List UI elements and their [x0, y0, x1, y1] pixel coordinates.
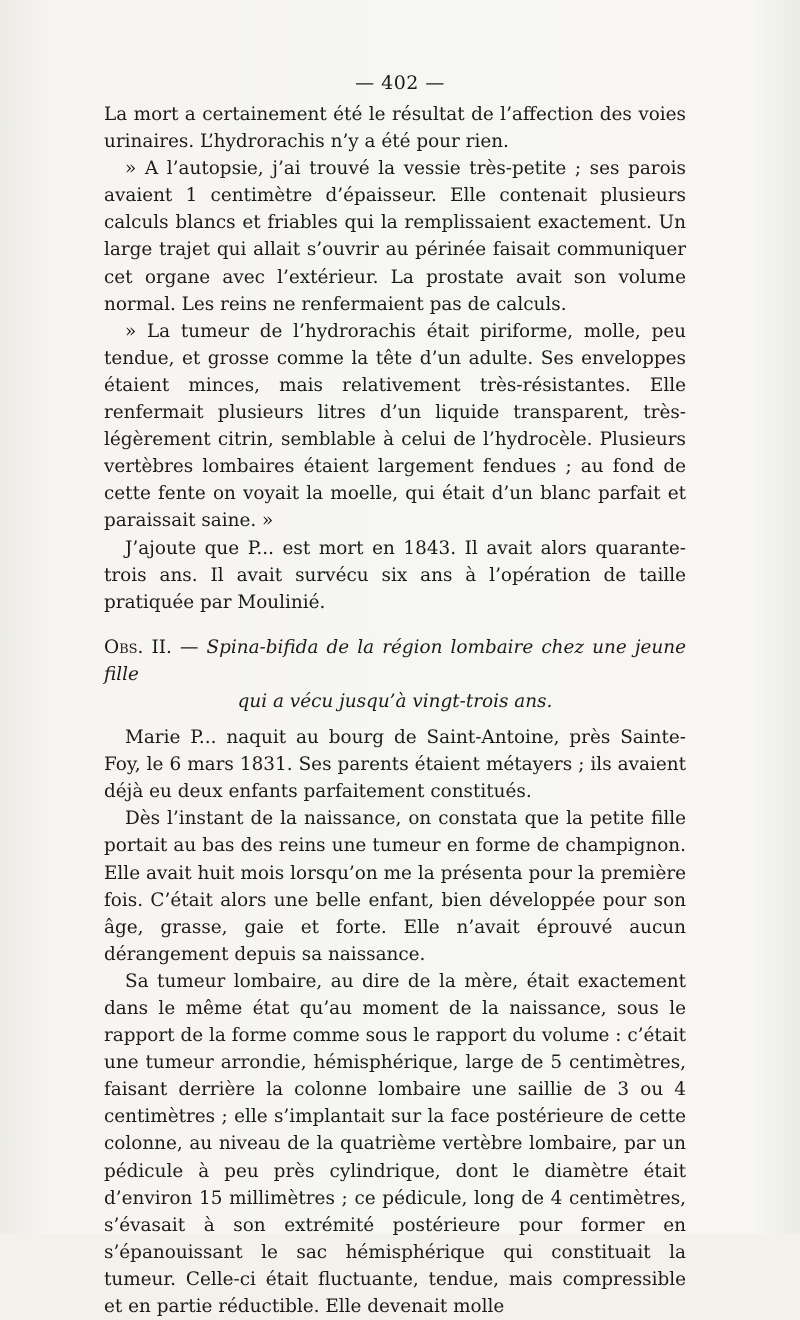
paragraph: » La tumeur de l’hydrorachis était piriforme, molle, peu tendue, et grosse comme la tête d’un adulte. Ses enveloppes étaient minces, mais relativement très-résistantes. Elle renfermait plusieurs litres d’un liquide transparent, très-légèrement citrin, semblable à celui de l’hydrocèle. Plusieurs vertèbres lombaires étaient largement fendues ; au fond de cette fente on voyait la moelle, qui était d’un blanc parfait et paraissait saine. »: [104, 320, 686, 532]
observation-title-line2: qui a vécu jusqu’à vingt-trois ans.: [237, 690, 553, 712]
observation-dash: —: [179, 636, 199, 658]
paragraph: » A l’autopsie, j’ai trouvé la vessie très-petite ; ses parois avaient 1 centimètre d’épaisseur. Elle contenait plusieurs calculs blancs et friables qui la remplissaient exactement. Un large trajet qui allait s’ouvrir au périnée faisait communiquer cet organe avec l’extérieur. La prostate avait son volume normal. Les reins ne renfermaient pas de calculs.: [104, 158, 686, 315]
paragraph: Marie P... naquit au bourg de Saint-Antoine, près Sainte-Foy, le 6 mars 1831. Ses parents étaient métayers ; ils avaient déjà eu deux enfants parfaitement constitués.: [104, 727, 686, 803]
paragraph: Dès l’instant de la naissance, on constata que la petite fille portait au bas des reins une tumeur en forme de champignon. Elle avait huit mois lorsqu’on me la présenta pour la première fois. C’était alors une belle enfant, bien développée pour son âge, grasse, gaie et forte. Elle n’avait éprouvé aucun dérangement depuis sa naissance.: [104, 808, 686, 965]
paragraph: La mort a certainement été le résultat de l’affection des voies urinaires. L’hydrorachis n’y a été pour rien.: [104, 104, 686, 153]
paragraph: J’ajoute que P... est mort en 1843. Il avait alors quarante-trois ans. Il avait survécu six ans à l’opération de taille pratiquée par Moulinié.: [104, 537, 686, 613]
page-body: [104, 101, 686, 1320]
page-number-header: — 402 —: [355, 72, 445, 94]
paragraph: Sa tumeur lombaire, au dire de la mère, était exactement dans le même état qu’au moment de la naissance, sous le rapport de la forme comme sous le rapport du volume : c’était une tumeur arrondie, hémisphérique, large de 5 centimètres, faisant derrière la colonne lombaire une saillie de 3 ou 4 centimètres ; elle s’implantait sur la face postérieure de cette colonne, au niveau de la quatrième vertèbre lombaire, par un pédicule à peu près cylindrique, dont le diamètre était d’environ 15 millimètres ; ce pédicule, long de 4 centimètres, s’évasait à son extrémité postérieure pour former en s’épanouissant le sac hémisphérique qui constituait la tumeur. Celle-ci était fluctuante, tendue, mais compressible et en partie réductible. Elle devenait molle: [104, 970, 686, 1318]
observation-first-line: [104, 637, 686, 685]
observation-heading: [104, 634, 686, 715]
observation-title-line1: Spina-bifida de la région lombaire chez une jeune fille: [104, 636, 686, 685]
observation-label: Obs. II.: [104, 636, 172, 658]
